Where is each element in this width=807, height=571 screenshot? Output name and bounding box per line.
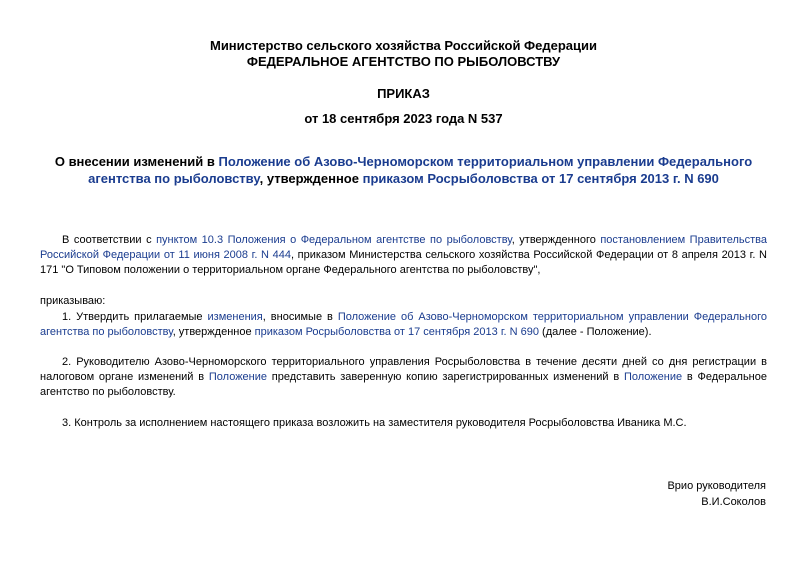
item-2-text: в Федеральное агентство по рыболовству. (40, 371, 767, 398)
title-link-order[interactable]: приказом Росрыболовства от 17 сентября 2013 г. N 690 (362, 171, 719, 186)
signature-position: Врио руководителя (667, 480, 766, 492)
signature-name: В.И.Соколов (701, 496, 766, 508)
preamble-text: В соответствии с (62, 234, 157, 246)
ministry-name: Министерство сельского хозяйства Российской Федерации (209, 38, 597, 53)
item-2-link-regulation-2[interactable]: Положение (623, 371, 683, 383)
item-1-text: 1. Утвердить прилагаемые (62, 311, 208, 323)
item-1-text: , утвержденное (172, 326, 255, 338)
title-link-regulation[interactable]: Положение об Азово-Черноморском территориальном управлении Федерального агентства по рыболовству (88, 154, 753, 186)
title-text: , утвержденное (259, 171, 363, 186)
preamble-link-clause[interactable]: пунктом 10.3 Положения о Федеральном агентстве по рыболовству (156, 234, 512, 246)
item-3-paragraph (40, 416, 767, 431)
item-1-text: (далее - Положение). (538, 326, 652, 338)
document-type: ПРИКАЗ (377, 86, 430, 101)
preamble-text: , приказом Министерства сельского хозяйства Российской Федерации от 8 апреля 2013 г. N 171 "О Типовом положении о территориальном органе Федерального агентства по рыболовству", (40, 249, 767, 276)
item-2-text: представить заверенную копию зарегистрированных изменений в (267, 371, 624, 383)
item-1-paragraph (40, 310, 767, 340)
preamble-link-resolution[interactable]: постановлением Правительства Российской Федерации от 11 июня 2008 г. N 444 (40, 234, 768, 261)
agency-name: ФЕДЕРАЛЬНОЕ АГЕНТСТВО ПО РЫБОЛОВСТВУ (246, 54, 561, 69)
item-2-link-regulation[interactable]: Положение (208, 371, 268, 383)
item-2-text: 2. Руководителю Азово-Черноморского территориального управления Росрыболовства в течение десяти дней со дня регистрации в налоговом органе изменений в (40, 356, 767, 383)
title-text: О внесении изменений в (54, 154, 219, 169)
item-1-text: , вносимые в (262, 311, 338, 323)
document-date: от 18 сентября 2023 года N 537 (304, 111, 503, 126)
item-1-link-order[interactable]: приказом Росрыболовства от 17 сентября 2013 г. N 690 (254, 326, 539, 338)
item-3-text: 3. Контроль за исполнением настоящего приказа возложить на заместителя руководителя Росрыболовства Иваника М.С. (62, 417, 687, 429)
order-word: приказываю: (40, 295, 106, 307)
item-2-paragraph (40, 355, 767, 400)
item-1-link-regulation[interactable]: Положение об Азово-Черноморском территориальном управлении Федерального агентства по рыболовству (40, 311, 767, 338)
preamble-paragraph (40, 233, 767, 278)
preamble-text: , утвержденного (511, 234, 601, 246)
item-1-link-changes[interactable]: изменения (207, 311, 263, 323)
document-title (40, 153, 767, 187)
